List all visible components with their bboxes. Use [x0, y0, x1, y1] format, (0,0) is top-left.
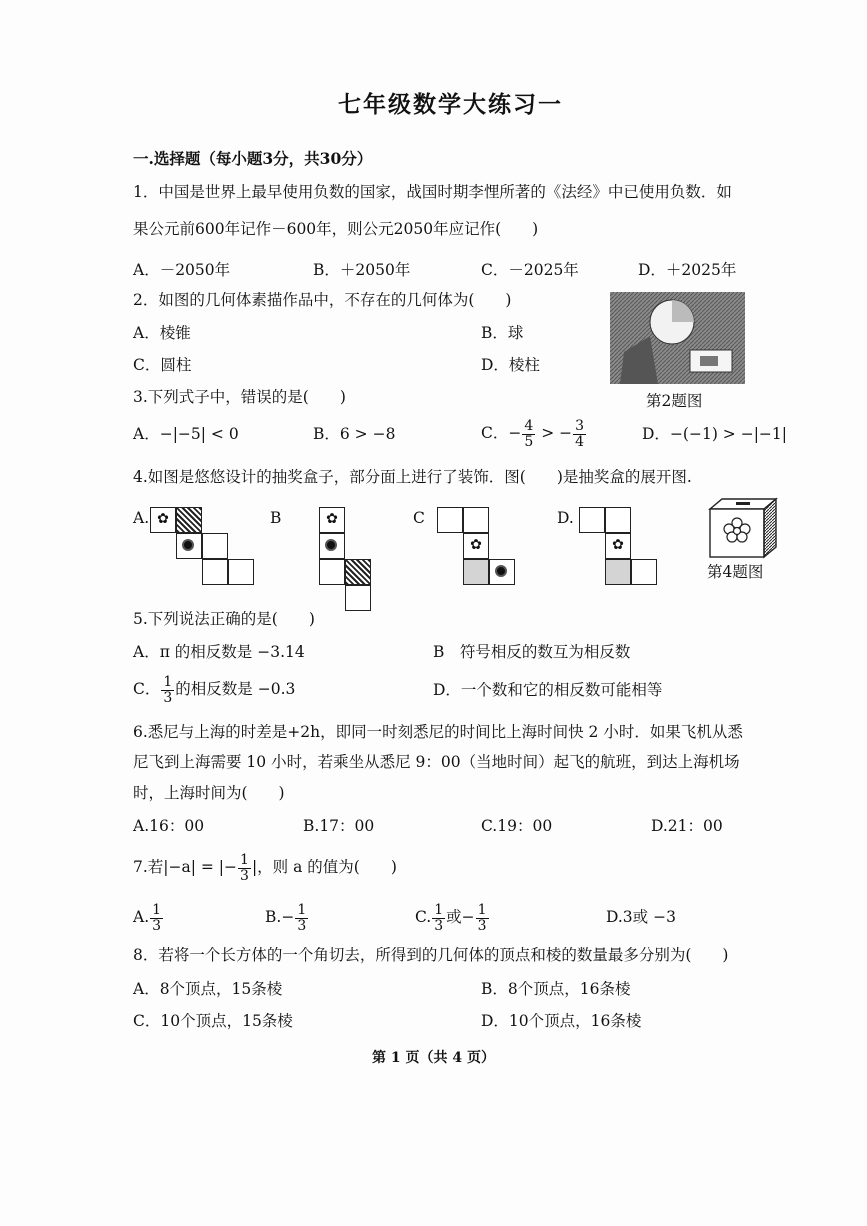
page-title: 七年级数学大练习一	[338, 91, 563, 118]
q7-c-label: C.	[415, 908, 432, 926]
q7-stem	[133, 847, 397, 887]
q4-net-cell	[176, 533, 202, 559]
q8-option-c: C．10个顶点，15条棱	[133, 1012, 293, 1030]
q4-net-cell	[228, 559, 254, 585]
q8-stem: 8．若将一个长方体的一个角切去，所得到的几何体的顶点和棱的数量最多分别为( )	[133, 946, 729, 964]
q4-net-cell	[176, 507, 202, 533]
q2-option-a: A．棱锥	[133, 324, 191, 342]
q5-c-label: C．	[133, 680, 161, 698]
q4-net-cell	[319, 559, 345, 585]
q6-line3: 时，上海时间为( )	[133, 784, 285, 802]
q7-stem-pre: 7.若	[133, 858, 164, 876]
q7-a-frac: $\frac{1}{3}$	[152, 901, 162, 934]
q7-c-frac1: $\frac{1}{3}$	[434, 901, 444, 934]
q5-c-rest: 的相反数是 −0.3	[175, 680, 296, 698]
q4-net-cell	[345, 559, 371, 585]
q3-stem: 3.下列式子中，错误的是( )	[133, 388, 346, 406]
q3-c-frac1: $\frac{4}{5}$	[524, 417, 534, 450]
q1-option-c: C．－2025年	[481, 261, 579, 279]
q4-net-label: D.	[557, 509, 574, 527]
page-footer: 第 1 页（共 4 页）	[372, 1050, 495, 1066]
q7-option-c	[415, 897, 490, 937]
q6-line1: 6.悉尼与上海的时差是+2h，即同一时刻悉尼的时间比上海时间快 2 小时．如果飞机从悉	[133, 723, 743, 741]
q4-net-cell	[319, 507, 345, 533]
dot-icon	[182, 539, 194, 551]
flower-icon: ✿	[326, 511, 338, 527]
q4-net-cell	[437, 507, 463, 533]
q7-stem-frac: $\frac{1}{3}$	[240, 851, 249, 884]
q7-b-frac: $\frac{1}{3}$	[297, 901, 307, 934]
dot-icon	[495, 565, 507, 577]
q7-stem-post: |，则 a 的值为( )	[251, 858, 397, 876]
q3-c-label: C．	[481, 424, 509, 442]
q1-option-b: B．＋2050年	[313, 261, 411, 279]
q4-net-cell	[579, 507, 605, 533]
q7-c-frac2: $\frac{1}{3}$	[477, 901, 487, 934]
q6-option-a: A.16：00	[133, 817, 205, 835]
q7-option-b	[265, 897, 309, 937]
q7-stem-abs: |−a| = |−	[163, 858, 238, 876]
q3-option-c: C．− $\frac{4}{5}$ > − $\frac{3}{4}$	[481, 417, 585, 450]
q7-option-a	[133, 897, 164, 937]
q3-d-expr: −(−1) > −|−1|	[669, 425, 787, 443]
q4-net-cell	[605, 533, 631, 559]
q4-net-label: A.	[133, 509, 150, 527]
q3-option-d	[642, 425, 787, 443]
q4-box-figure	[706, 497, 778, 559]
q4-net-cell	[631, 559, 657, 585]
q4-net-cell	[150, 507, 176, 533]
q4-net-cell	[463, 533, 489, 559]
q4-net-label: B	[270, 509, 282, 527]
q5-option-d: D．一个数和它的相反数可能相等	[433, 681, 663, 699]
q2-option-d: D．棱柱	[481, 356, 540, 374]
q7-b-label: B.−	[265, 908, 295, 926]
q4-net-cell	[605, 559, 631, 585]
flower-icon: ✿	[157, 511, 169, 527]
q5-option-a: A．π 的相反数是 −3.14	[133, 643, 305, 661]
q8-option-a: A．8个顶点，15条棱	[133, 980, 283, 998]
q4-net-label: C	[413, 509, 425, 527]
q4-stem: 4.如图是悠悠设计的抽奖盒子，部分面上进行了装饰．图( )是抽奖盒的展开图.	[133, 468, 692, 486]
q3-a-expr: −|−5| < 0	[159, 425, 239, 443]
q4-net-cell	[463, 559, 489, 585]
q4-net-cell	[463, 507, 489, 533]
q6-option-d: D.21：00	[651, 817, 723, 835]
q5-option-b: B 符号相反的数互为相反数	[433, 643, 631, 661]
q1-line1: 1．中国是世界上最早使用负数的国家，战国时期李悝所著的《法经》中已使用负数．如	[133, 183, 732, 201]
q6-option-c: C.19：00	[481, 817, 553, 835]
q7-c-or: 或−	[446, 908, 475, 926]
q4-caption: 第4题图	[707, 563, 764, 581]
q2-sketch-figure	[610, 292, 745, 384]
q4-net-cell	[319, 533, 345, 559]
q6-option-b: B.17：00	[303, 817, 375, 835]
dot-icon	[325, 539, 337, 551]
q8-option-b: B．8个顶点，16条棱	[481, 980, 631, 998]
q7-a-label: A.	[133, 908, 150, 926]
q6-line2: 尼飞到上海需要 10 小时，若乘坐从悉尼 9：00（当地时间）起飞的航班，到达上海机场	[133, 753, 740, 771]
q1-option-a: A．－2050年	[133, 261, 231, 279]
q5-option-c	[133, 669, 295, 709]
flower-icon: ✿	[612, 537, 624, 553]
q4-net-cell	[605, 507, 631, 533]
flower-icon: ✿	[470, 537, 482, 553]
q5-c-frac: $\frac{1}{3}$	[163, 673, 173, 706]
q2-option-c: C．圆柱	[133, 356, 192, 374]
q3-option-a	[133, 425, 239, 443]
q7-option-d: D.3或 −3	[606, 908, 676, 926]
q3-d-label: D．	[642, 425, 670, 443]
q5-stem: 5.下列说法正确的是( )	[133, 610, 315, 628]
q2-stem: 2．如图的几何体素描作品中，不存在的几何体为( )	[133, 291, 512, 309]
q3-option-b: B．6 > −8	[313, 425, 396, 443]
q4-net-cell	[202, 559, 228, 585]
section-heading: 一.选择题（每小题3分，共30分）	[133, 149, 373, 168]
q2-caption: 第2题图	[646, 392, 703, 410]
q4-net-cell	[202, 533, 228, 559]
q1-option-d: D．＋2025年	[638, 261, 737, 279]
q4-net-cell	[345, 585, 371, 611]
q3-c-frac2: $\frac{3}{4}$	[575, 417, 585, 450]
q4-net-cell	[489, 559, 515, 585]
q8-option-d: D．10个顶点，16条棱	[481, 1012, 642, 1030]
q1-line2: 果公元前600年记作－600年，则公元2050年应记作( )	[133, 220, 539, 238]
q3-a-label: A．	[133, 425, 160, 443]
q2-option-b: B．球	[481, 324, 524, 342]
